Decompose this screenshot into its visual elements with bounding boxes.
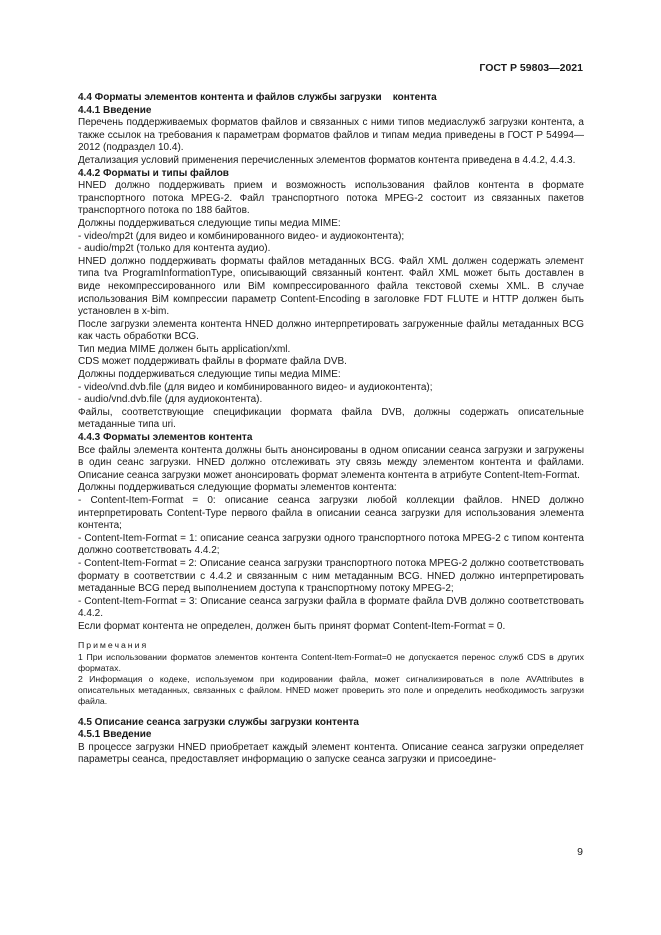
page-content <box>78 92 584 767</box>
list-item: - Content-Item-Format = 0: описание сеанса загрузки любой коллекции файлов. HNED должно интерпретировать Content-Type первого файла в описании сеанса загрузки для использования элемента контента; <box>78 495 584 532</box>
paragraph: HNED должно поддерживать прием и возможность использования файлов контента в формате транспортного потока MPEG-2. Файл транспортного потока MPEG-2 состоит из связанных пакетов транспортного потока по 188 байтов. <box>78 180 584 217</box>
section-4-4-1-title: 4.4.1 Введение <box>78 104 152 116</box>
paragraph: В процессе загрузки HNED приобретает каждый элемент контента. Описание сеанса загрузки определяет параметры сеанса, предоставляет информацию о запуске сеанса загрузки и присоедине- <box>78 741 584 766</box>
paragraph: Детализация условий применения перечисленных элементов форматов контента приведена в 4.4.2, 4.4.3. <box>78 154 576 166</box>
paragraph: Должны поддерживаться следующие типы медиа MIME: <box>78 369 341 381</box>
note-1: 1 При использовании форматов элементов контента Content-Item-Format=0 не допускается перенос служб CDS в других форматах. <box>78 651 584 673</box>
section-4-4-2-title: 4.4.2 Форматы и типы файлов <box>78 167 229 179</box>
paragraph: После загрузки элемента контента HNED должно интерпретировать загруженные файлы метаданных BCG как часть обработки BCG. <box>78 318 584 343</box>
list-item: - audio/mp2t (только для контента аудио). <box>78 243 271 255</box>
paragraph: Все файлы элемента контента должны быть анонсированы в одном описании сеанса загрузки и загружены в один сеанс загрузки. HNED должно отслеживать эту связь между элементом контента и файлами. Описание сеанса загрузки может анонсировать формат элемента контента в атрибуте Content-Item-Format. <box>78 444 584 481</box>
notes-title: Примечания <box>78 639 149 650</box>
note-2: 2 Информация о кодеке, используемом при кодировании файла, может сигнализироваться в поле AVAttributes в описательных метаданных, связанных с файлом. HNED может проверить это поле и определить необходимость загрузки файла. <box>78 673 584 706</box>
paragraph: CDS может поддерживать файлы в формате файла DVB. <box>78 356 347 368</box>
paragraph: Должны поддерживаться следующие типы медиа MIME: <box>78 217 341 229</box>
paragraph: Тип медиа MIME должен быть application/xml. <box>78 343 291 355</box>
list-item: - Content-Item-Format = 3: Описание сеанса загрузки файла в формате файла DVB должно соответствовать 4.4.2. <box>78 595 584 620</box>
section-4-4-title: 4.4 Форматы элементов контента и файлов службы загрузки контента <box>78 92 437 103</box>
paragraph: Если формат контента не определен, должен быть принят формат Content-Item-Format = 0. <box>78 620 506 632</box>
section-4-5-title: 4.5 Описание сеанса загрузки службы загрузки контента <box>78 716 359 728</box>
section-4-4-3-title: 4.4.3 Форматы элементов контента <box>78 432 253 444</box>
paragraph: Файлы, соответствующие спецификации формата файла DVB, должны содержать описательные метаданные типа uri. <box>78 406 584 431</box>
paragraph: HNED должно поддерживать форматы файлов метаданных BCG. Файл XML должен содержать элемент типа tva ProgramInformationType, описывающий связанный контент. Файл XML может быть доставлен в виде некомпрессированного или BiM компрессированного файла текстовой схемы XML. В случае использования BiM компрессии параметр Content-Encoding в заголовке FDT FLUTE и HTTP должен быть установлен в x-bim. <box>78 255 584 318</box>
list-item: - Content-Item-Format = 2: Описание сеанса загрузки транспортного потока MPEG-2 должно соответствовать формату в соответствии с 4.4.2 и связанным с ним метаданным BCG. HNED должно интерпретировать метаданные BCG перед выполнением доступа к транспортному потоку MPEG-2; <box>78 557 584 595</box>
page-number: 9 <box>577 846 583 858</box>
list-item: - audio/vnd.dvb.file (для аудиоконтента). <box>78 394 263 406</box>
paragraph: Должны поддерживаться следующие форматы элементов контента: <box>78 482 397 494</box>
list-item: - Content-Item-Format = 1: описание сеанса загрузки одного транспортного потока MPEG-2 с типом контента должно соответствовать 4.4.2; <box>78 532 584 557</box>
document-id: ГОСТ Р 59803—2021 <box>479 62 583 74</box>
section-4-5-1-title: 4.5.1 Введение <box>78 729 152 741</box>
paragraph: Перечень поддерживаемых форматов файлов и связанных с ними типов медиаслужб загрузки контента, а также ссылок на требования к параметрам форматов файлов и типам медиа приведены в ГОСТ Р 54994—2012 (подраздел 10.4). <box>78 117 584 154</box>
list-item: - video/mp2t (для видео и комбинированного видео- и аудиоконтента); <box>78 230 405 242</box>
list-item: - video/vnd.dvb.file (для видео и комбинированного видео- и аудиоконтента); <box>78 381 433 393</box>
notes-block <box>78 640 584 707</box>
